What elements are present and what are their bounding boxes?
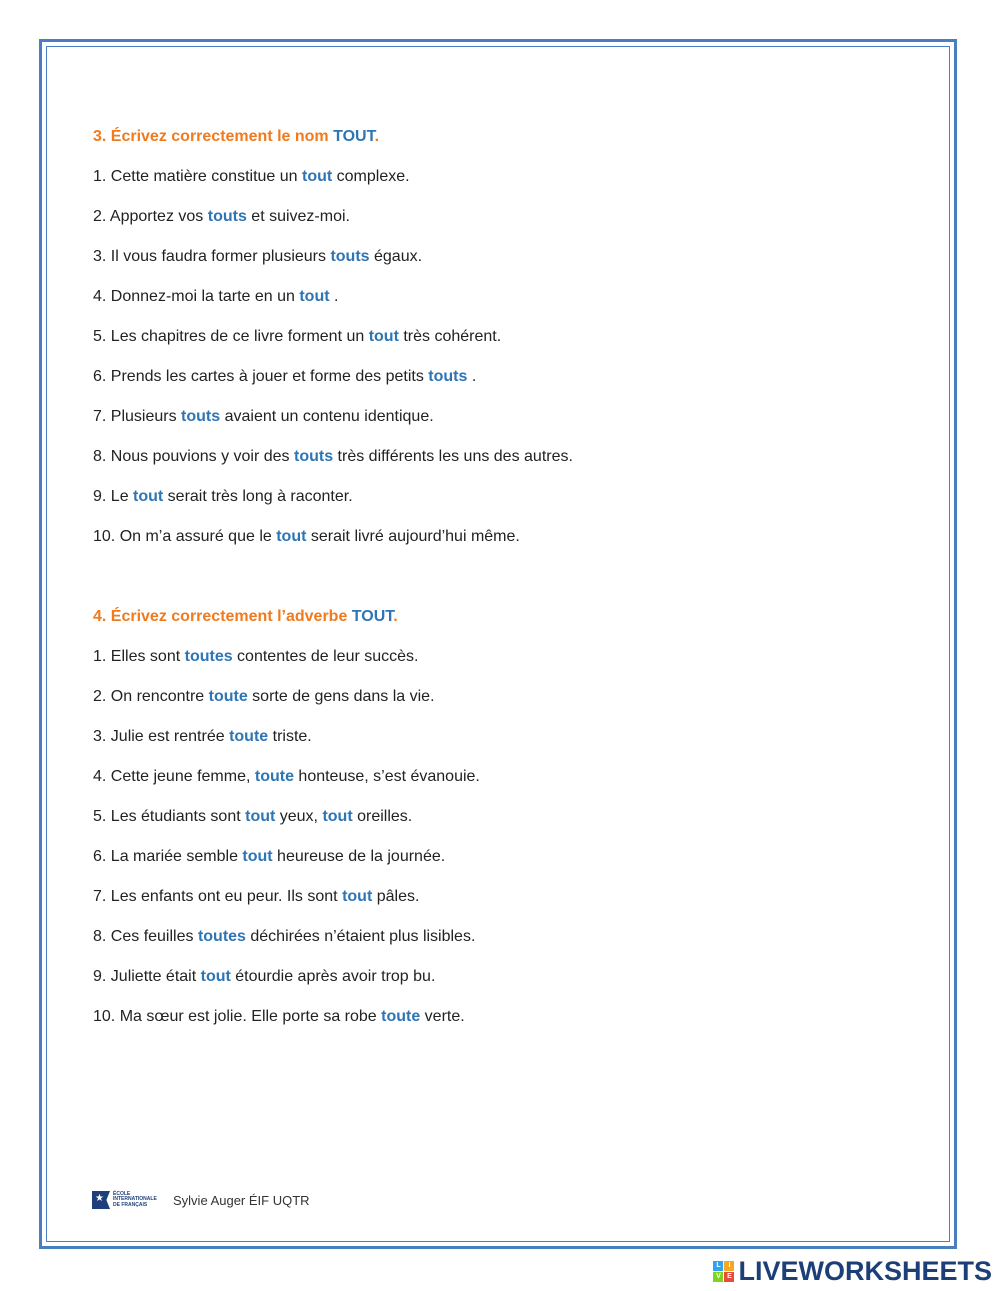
exercise-item bbox=[93, 847, 480, 867]
item-text: serait livré aujourd’hui même. bbox=[306, 528, 520, 545]
answer-field[interactable]: touts bbox=[207, 208, 247, 225]
item-text: yeux, bbox=[275, 808, 323, 825]
school-logo bbox=[92, 1191, 163, 1209]
item-text: serait très long à raconter. bbox=[163, 488, 353, 505]
section-4-title-keyword: TOUT bbox=[351, 608, 394, 625]
brand-block: I bbox=[724, 1261, 734, 1271]
section-4-title-suffix: . bbox=[393, 608, 398, 625]
exercise-item bbox=[93, 447, 573, 467]
exercise-item bbox=[93, 527, 573, 547]
section-4 bbox=[93, 607, 480, 1047]
section-3-title-suffix: . bbox=[374, 128, 380, 145]
item-text: 10. Ma sœur est jolie. Elle porte sa robe bbox=[93, 1008, 382, 1025]
item-text: 5. Les étudiants sont bbox=[93, 808, 246, 825]
brand-blocks-icon bbox=[713, 1261, 734, 1282]
footer bbox=[92, 1188, 310, 1212]
item-text: avaient un contenu identique. bbox=[220, 408, 434, 425]
answer-field[interactable]: toutes bbox=[184, 648, 233, 665]
exercise-item bbox=[93, 1007, 480, 1027]
brand-block: L bbox=[713, 1261, 723, 1271]
exercise-item bbox=[93, 367, 573, 387]
flag-icon bbox=[92, 1191, 110, 1209]
item-text: 1. Cette matière constitue un bbox=[93, 168, 302, 185]
answer-field[interactable]: toute bbox=[208, 688, 248, 705]
section-3-title-keyword: TOUT bbox=[333, 128, 375, 145]
exercise-item bbox=[93, 327, 573, 347]
item-text: 2. On rencontre bbox=[93, 688, 209, 705]
item-text: 3. Il vous faudra former plusieurs bbox=[93, 248, 331, 265]
exercise-item bbox=[93, 687, 480, 707]
liveworksheets-brand bbox=[713, 1256, 992, 1286]
item-text: 7. Plusieurs bbox=[93, 408, 182, 425]
section-3-title bbox=[93, 127, 573, 147]
section-4-title-text: 4. Écrivez correctement l’adverbe bbox=[93, 608, 352, 625]
exercise-item bbox=[93, 167, 573, 187]
item-text: 1. Elles sont bbox=[93, 648, 185, 665]
answer-field[interactable]: tout bbox=[322, 808, 353, 825]
answer-field[interactable]: tout bbox=[276, 528, 307, 545]
answer-field[interactable]: tout bbox=[342, 888, 373, 905]
item-text: 10. On m’a assuré que le bbox=[93, 528, 277, 545]
item-text: 8. Nous pouvions y voir des bbox=[93, 448, 294, 465]
answer-field[interactable]: toute bbox=[229, 728, 269, 745]
answer-field[interactable]: tout bbox=[302, 168, 333, 185]
brand-block: E bbox=[724, 1272, 734, 1282]
exercise-item bbox=[93, 927, 480, 947]
item-text: très cohérent. bbox=[398, 328, 502, 345]
item-text: étourdie après avoir trop bu. bbox=[230, 968, 436, 985]
answer-field[interactable]: tout bbox=[368, 328, 399, 345]
answer-field[interactable]: touts bbox=[181, 408, 221, 425]
item-text: heureuse de la journée. bbox=[272, 848, 446, 865]
item-text: 4. Cette jeune femme, bbox=[93, 768, 255, 785]
answer-field[interactable]: toutes bbox=[197, 928, 246, 945]
answer-field[interactable]: touts bbox=[294, 448, 334, 465]
answer-field[interactable]: touts bbox=[428, 368, 468, 385]
item-text: pâles. bbox=[372, 888, 420, 905]
answer-field[interactable]: toute bbox=[254, 768, 294, 785]
section-3-title-text: 3. Écrivez correctement le nom bbox=[93, 128, 334, 145]
exercise-item bbox=[93, 287, 573, 307]
item-text: sorte de gens dans la vie. bbox=[247, 688, 435, 705]
item-text: 2. Apportez vos bbox=[93, 208, 208, 225]
answer-field[interactable]: tout bbox=[299, 288, 330, 305]
answer-field[interactable]: tout bbox=[133, 488, 164, 505]
section-4-title bbox=[93, 607, 480, 627]
item-text: complexe. bbox=[332, 168, 410, 185]
item-text: . bbox=[329, 288, 339, 305]
exercise-item bbox=[93, 407, 573, 427]
item-text: verte. bbox=[420, 1008, 465, 1025]
item-text: 7. Les enfants ont eu peur. Ils sont bbox=[93, 888, 343, 905]
exercise-item bbox=[93, 727, 480, 747]
item-text: très différents les uns des autres. bbox=[333, 448, 573, 465]
item-text: triste. bbox=[268, 728, 312, 745]
exercise-item bbox=[93, 647, 480, 667]
item-text: 9. Juliette était bbox=[93, 968, 201, 985]
brand-block: V bbox=[713, 1272, 723, 1282]
item-text: 5. Les chapitres de ce livre forment un bbox=[93, 328, 369, 345]
author-credit: Sylvie Auger ÉIF UQTR bbox=[173, 1192, 310, 1208]
answer-field[interactable]: touts bbox=[330, 248, 370, 265]
exercise-item bbox=[93, 247, 573, 267]
item-text: 6. La mariée semble bbox=[93, 848, 243, 865]
brand-text: LIVEWORKSHEETS bbox=[738, 1256, 992, 1286]
item-text: et suivez-moi. bbox=[246, 208, 350, 225]
exercise-item bbox=[93, 967, 480, 987]
item-text: déchirées n’étaient plus lisibles. bbox=[245, 928, 476, 945]
exercise-item bbox=[93, 487, 573, 507]
item-text: 9. Le bbox=[93, 488, 134, 505]
exercise-item bbox=[93, 767, 480, 787]
item-text: 8. Ces feuilles bbox=[93, 928, 198, 945]
exercise-item bbox=[93, 887, 480, 907]
answer-field[interactable]: toute bbox=[381, 1008, 421, 1025]
item-text: honteuse, s’est évanouie. bbox=[293, 768, 480, 785]
answer-field[interactable]: tout bbox=[242, 848, 273, 865]
item-text: 4. Donnez-moi la tarte en un bbox=[93, 288, 300, 305]
exercise-item bbox=[93, 807, 480, 827]
item-text: 6. Prends les cartes à jouer et forme des petits bbox=[93, 368, 429, 385]
school-logo-text: ÉCOLE INTERNATIONALE DE FRANÇAIS bbox=[113, 1190, 157, 1208]
item-text: oreilles. bbox=[352, 808, 413, 825]
item-text: égaux. bbox=[369, 248, 423, 265]
item-text: . bbox=[467, 368, 477, 385]
exercise-item bbox=[93, 207, 573, 227]
item-text: contentes de leur succès. bbox=[232, 648, 419, 665]
section-3 bbox=[93, 127, 573, 567]
answer-field[interactable]: tout bbox=[245, 808, 276, 825]
answer-field[interactable]: tout bbox=[200, 968, 231, 985]
item-text: 3. Julie est rentrée bbox=[93, 728, 230, 745]
